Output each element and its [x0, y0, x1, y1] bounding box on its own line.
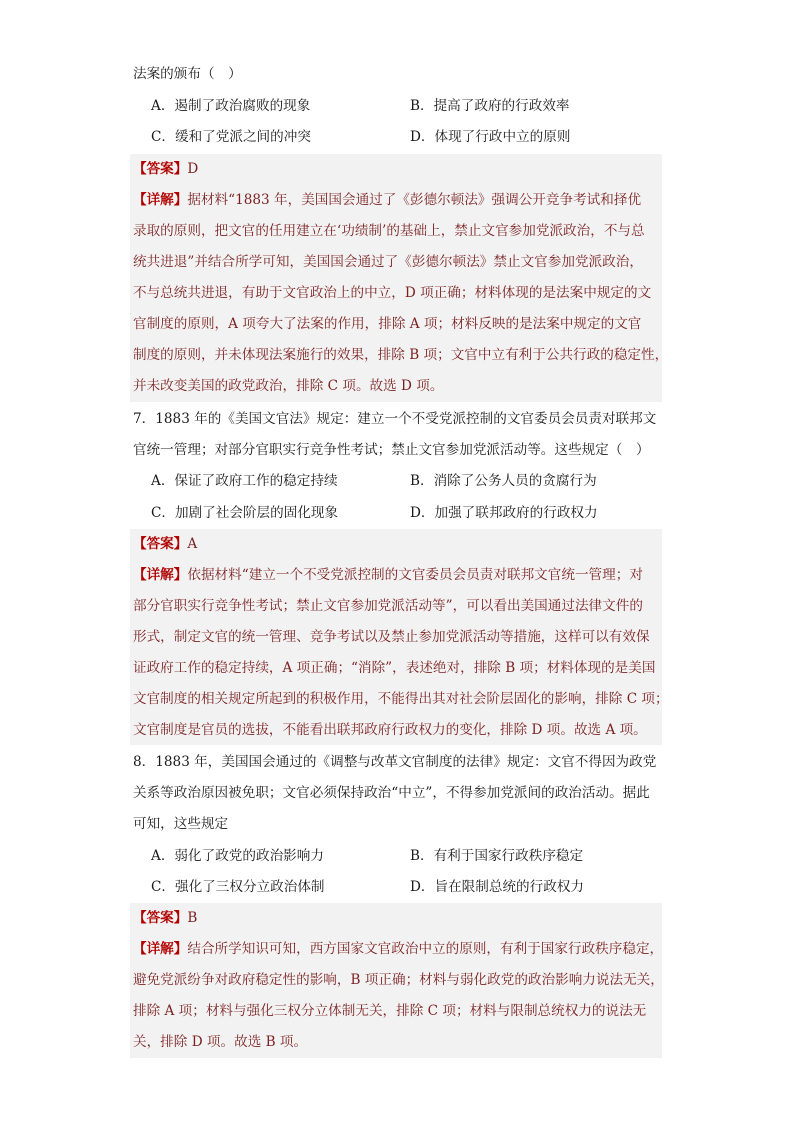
q8-explain-line-2: 避免党派纷争对政府稳定性的影响，B 项正确；材料与弱化政党的政治影响力说法无关，: [133, 972, 664, 988]
q7-option-b: B．消除了公务人员的贪腐行为: [410, 473, 597, 489]
q8-option-a: A．弱化了政党的政治影响力: [151, 848, 324, 864]
q7-explain-line-1: [133, 565, 643, 585]
q8-answer-tag: 【答案】: [133, 910, 188, 926]
q8-explain-line-1: [133, 939, 663, 959]
q6-explain-line-4: 不与总统共进退，有助于文官政治上的中立，D 项正确；材料体现的是法案中规定的文: [133, 285, 652, 301]
q8-explain-tag: 【详解】: [133, 941, 188, 957]
q7-explain-line-6: 文官制度是官员的选拔，不能看出联邦政府行政权力的变化，排除 D 项。故选 A 项。: [133, 722, 647, 738]
q7-answer-tag: 【答案】: [133, 536, 188, 552]
q8-answer-value: B: [187, 910, 198, 926]
q7-explain-line-5: 文官制度的相关规定所起到的积极作用，不能得出其对社会阶层固化的影响，排除 C 项；: [133, 691, 669, 707]
q7-option-a: A．保证了政府工作的稳定持续: [151, 473, 338, 489]
q8-explain-line-3: 排除 A 项；材料与强化三权分立体制无关，排除 C 项；材料与限制总统权力的说法无: [133, 1003, 647, 1019]
q6-explain-line-6: 制度的原则，并未体现法案施行的效果，排除 B 项；文官中立有利于公共行政的稳定性，: [133, 347, 669, 363]
q8-answer-line: [133, 908, 197, 928]
q6-answer-value: D: [187, 161, 199, 177]
q6-explain-line-5: 官制度的原则，A 项夸大了法案的作用，排除 A 项；材料反映的是法案中规定的文官: [133, 316, 642, 332]
q7-explain-line-4: 证政府工作的稳定持续，A 项正确；“消除”，表述绝对，排除 B 项；材料体现的是美国: [133, 660, 656, 676]
q6-option-c: C．缓和了党派之间的冲突: [151, 129, 311, 145]
q6-option-d: D．体现了行政中立的原则: [410, 129, 571, 145]
q6-explain-line-3: 统共进退”并结合所学可知，美国国会通过了《彭德尔顿法》禁止文官参加党派政治，: [133, 254, 643, 270]
q6-explain-line-7: 并未改变美国的政党政治，排除 C 项。故选 D 项。: [133, 378, 444, 394]
q7-explain-text-1: 依据材料“建立一个不受党派控制的文官委员会员责对联邦文官统一管理；对: [187, 567, 643, 583]
q6-stem-tail: 法案的颁布（ ）: [133, 66, 242, 82]
q7-option-d: D．加强了联邦政府的行政权力: [410, 505, 598, 521]
q8-explain-line-4: 关，排除 D 项。故选 B 项。: [133, 1034, 308, 1050]
q7-explain-tag: 【详解】: [133, 567, 188, 583]
q7-stem-line-1: 7．1883 年的《美国文官法》规定：建立一个不受党派控制的文官委员会员责对联邦文: [133, 411, 657, 427]
q7-explain-line-2: 部分官职实行竞争性考试；禁止文官参加党派活动等”，可以看出美国通过法律文件的: [133, 598, 643, 614]
q7-answer-value: A: [187, 536, 198, 552]
q7-stem-line-2: 官统一管理；对部分官职实行竞争性考试；禁止文官参加党派活动等。这些规定（ ）: [133, 442, 650, 458]
q8-stem-line-1: 8．1883 年，美国国会通过的《调整与改革文官制度的法律》规定：文官不得因为政党: [133, 754, 657, 770]
q7-option-c: C．加剧了社会阶层的固化现象: [151, 505, 339, 521]
q6-answer-line: [133, 159, 198, 179]
q8-stem-line-3: 可知，这些规定: [133, 816, 229, 832]
q6-explain-line-2: 录取的原则，把文官的任用建立在‘功绩制’的基础上，禁止文官参加党派政治，不与总: [133, 223, 645, 239]
q8-option-c: C．强化了三权分立政治体制: [151, 879, 325, 895]
q6-answer-tag: 【答案】: [133, 161, 188, 177]
q8-option-d: D．旨在限制总统的行政权力: [410, 879, 585, 895]
q6-explain-tag: 【详解】: [133, 192, 188, 208]
q8-stem-line-2: 关系等政治原因被免职；文官必须保持政治“中立”，不得参加党派间的政治活动。据此: [133, 785, 650, 801]
q7-explain-line-3: 形式，制定文官的统一管理、竞争考试以及禁止参加党派活动等措施，这样可以有效保: [133, 629, 650, 645]
q6-option-a: A．遏制了政治腐败的现象: [151, 98, 311, 114]
q6-option-b: B．提高了政府的行政效率: [410, 98, 570, 114]
q8-explain-text-1: 结合所学知识可知，西方国家文官政治中立的原则，有利于国家行政秩序稳定，: [187, 941, 664, 957]
q7-answer-line: [133, 534, 197, 554]
q6-explain-text-1: 据材料“1883 年，美国国会通过了《彭德尔顿法》强调公开竞争考试和择优: [187, 192, 642, 208]
q8-option-b: B．有利于国家行政秩序稳定: [410, 848, 584, 864]
q6-explain-line-1: [133, 190, 641, 210]
